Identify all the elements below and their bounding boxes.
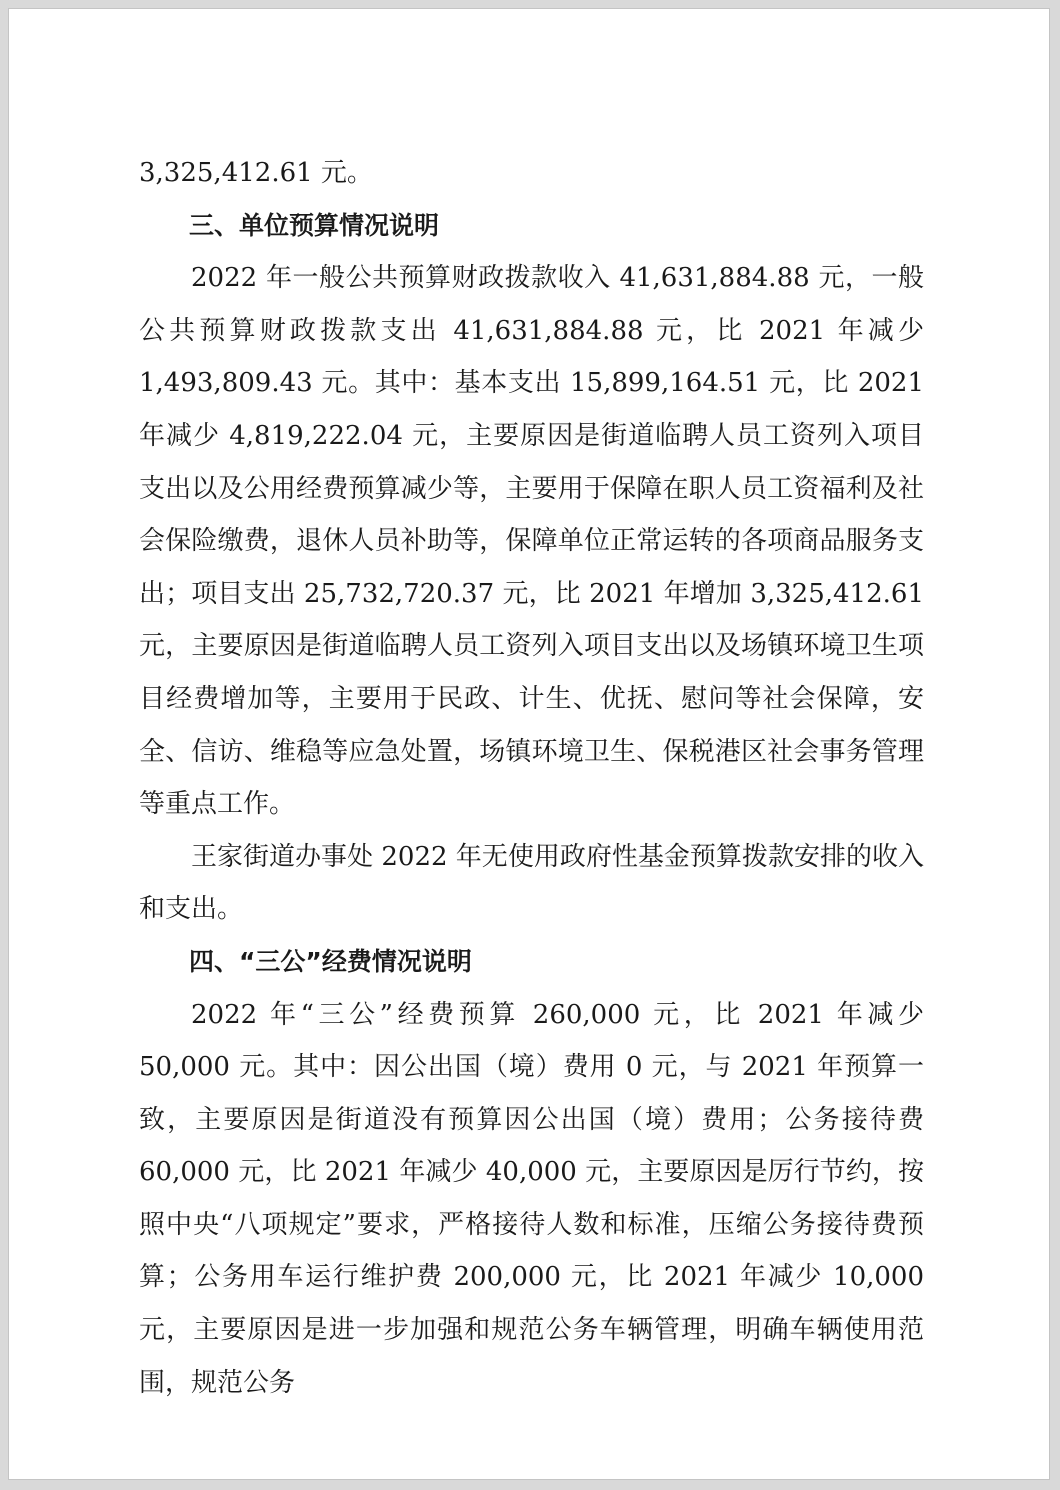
section-4-paragraph-1: 2022 年“三公”经费预算 260,000 元，比 2021 年减少 50,000 元。其中：因公出国（境）费用 0 元，与 2021 年预算一致，主要原因是街道没有预算因公出国（境）费用；公务接待费 60,000 元，比 2021 年减少 40,000 元，主要原因是厉行节约，按照中央“八项规定”要求，严格接待人数和标准，压缩公务接待费预算；公务用车运行维护费 200,000 元，比 2021 年减少 10,000 元，主要原因是进一步加强和规范公务车辆管理，明确车辆使用范围，规范公务 <box>139 999 924 1398</box>
section-3-heading: 三、单位预算情况说明 <box>189 210 440 240</box>
section-3-paragraph-2: 王家街道办事处 2022 年无使用政府性基金预算拨款安排的收入和支出。 <box>139 841 924 925</box>
section-3-paragraph-1: 2022 年一般公共预算财政拨款收入 41,631,884.88 元，一般公共预算财政拨款支出 41,631,884.88 元，比 2021 年减少 1,493,809.43 元。其中：基本支出 15,899,164.51 元，比 2021 年减少 4,819,222.04 元，主要原因是街道临聘人员工资列入项目支出以及公用经费预算减少等，主要用于保障在职人员工资福利及社会保险缴费，退休人员补助等，保障单位正常运转的各项商品服务支出；项目支出 25,732,720.37 元，比 2021 年增加 3,325,412.61 元，主要原因是街道临聘人员工资列入项目支出以及场镇环境卫生项目经费增加等，主要用于民政、计生、优抚、慰问等社会保障，安全、信访、维稳等应急处置，场镇环境卫生、保税港区社会事务管理等重点工作。 <box>139 263 924 820</box>
section-4-heading: 四、“三公”经费情况说明 <box>189 946 472 976</box>
document-body <box>139 147 924 1409</box>
document-page <box>8 8 1050 1480</box>
carryover-text: 3,325,412.61 元。 <box>139 158 373 188</box>
